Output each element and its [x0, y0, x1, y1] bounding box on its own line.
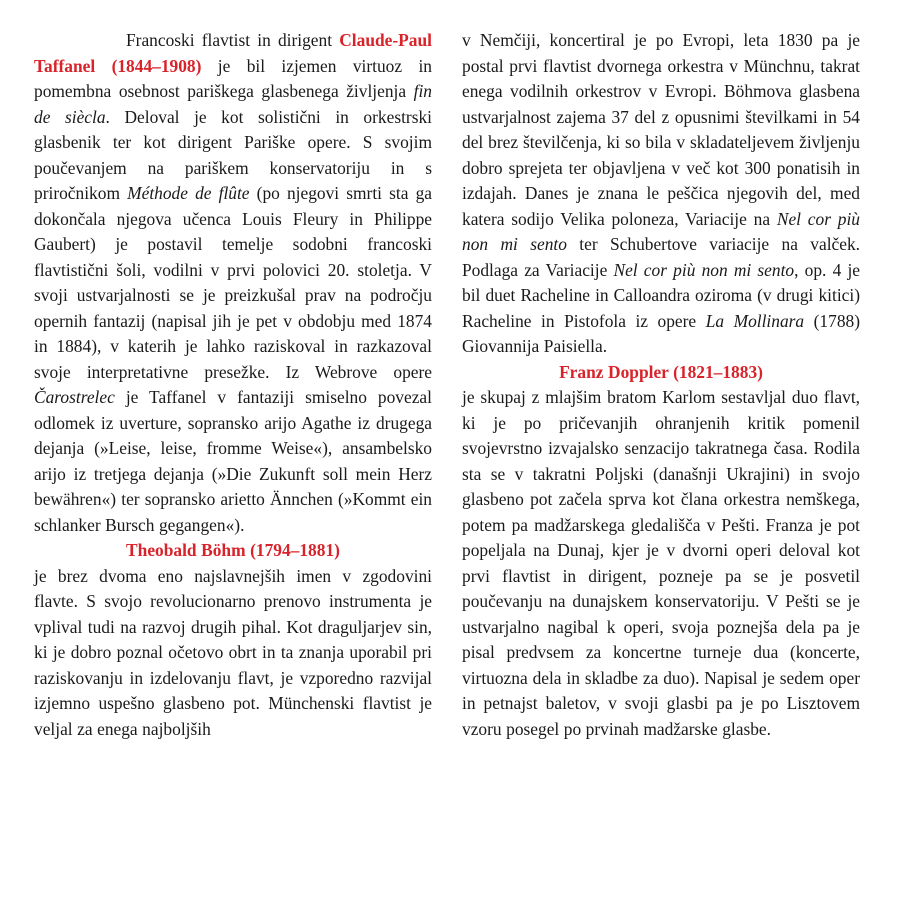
body-text: (1788) Giovannija Paisiella.	[462, 310, 860, 356]
paragraph-bohm	[34, 538, 432, 742]
paragraph-bohm-continued	[462, 28, 860, 360]
italic-text: Méthode de flûte	[127, 183, 250, 203]
body-text: (po njegovi smrti sta ga dokončala njegova učenca Louis Fleury in Philippe Gaubert) je postavil temelje sodobni francoski flavtistični šoli, vodilni v prvi polovici 20. stoletja. V svoji ustvarjalnosti se je preizkušal prav na področju opernih fantazij (napisal jih je pet v obdobju med 1874 in 1884), v katerih je lahko raziskoval in razkazoval svoje interpretativne presežke. Iz Webrove opere	[34, 183, 432, 382]
body-text: je bil izjemen virtuoz in pomembna osebnost pariškega glasbenega življenja	[34, 55, 432, 101]
italic-text: Čarostrelec	[34, 387, 115, 407]
body-text: Francoski flavtist in dirigent	[126, 30, 340, 50]
body-text: . Deloval je kot solistični in orkestrski glasbenik ter kot dirigent Pariške opere. S svojim poučevanjem na pariškem konservatoriju in s priročnikom	[34, 106, 433, 203]
section-heading: Franz Doppler (1821–1883)	[559, 361, 763, 382]
paragraph-taffanel	[34, 28, 432, 538]
body-text: , op. 4 je bil duet Racheline in Calloandra oziroma (v drugi kitici) Racheline in Pistofola iz opere	[462, 259, 860, 331]
person-name: Claude-Paul Taffanel (1844–1908)	[34, 30, 432, 76]
body-text: ter Schubertove variacije na valček. Podlaga za Variacije	[462, 234, 861, 280]
body-text: v Nemčiji, koncertiral je po Evropi, leta 1830 pa je postal prvi flavtist dvornega orkestra v Münchnu, takrat enega vodilnih orkestrov v Evropi. Böhmova glasbena ustvarjalnost zajema 37 del z opusnimi številkami in 54 del brez številčenja, ki so bila v skladateljevem življenju dobro sprejeta ter objavljena v več kot 300 ponatisih in izdajah. Danes je znana le peščica njegovih del, med katera sodijo Velika poloneza, Variacije na	[462, 30, 860, 229]
right-column	[462, 28, 860, 880]
left-column	[34, 28, 432, 880]
body-text: je skupaj z mlajšim bratom Karlom sestavljal duo flavt, ki je po pričevanjih ohranjenih kritik pomenil svojevrstno izvajalsko senzacijo takratnega časa. Rodila sta se v takratni Poljski (današnji Ukrajini) in svojo glasbeno pot začela sprva kot člana orkestra nemškega, potem pa madžarskega gledališča v Pešti. Franza je pot popeljala na Dunaj, kjer je v dvorni operi deloval kot prvi flavtist in dirigent, pozneje pa se je posvetil poučevanju na dunajskem konservatoriju. V Pešti se je ustvarjalno nagibal k operi, svoja poznejša dela pa je pisal predvsem za koncertne turneje dua (koncerte, virtuozna dela in skladbe za duo). Napisal je sedem oper in petnajst baletov, v svoji glasbi pa je po Lisztovem vzoru posegel po prvinah madžarske glasbe.	[462, 387, 860, 739]
italic-text: Nel cor più non mi sento	[613, 259, 795, 280]
body-text: je Taffanel v fantaziji smiselno povezal odlomek iz uverture, sopransko arijo Agathe iz drugega dejanja (»Leise, leise, fromme Weise«), ansambelsko arijo iz tretjega dejanja (»Die Zukunft soll mein Herz bewähren«) ter sopransko arietto Ännchen (»Kommt ein schlanker Bursch gegangen«).	[34, 387, 432, 535]
italic-text: fin de siècla	[34, 81, 432, 127]
italic-text: Nel cor più non mi sento	[462, 208, 860, 254]
italic-text: La Mollinara	[705, 310, 805, 331]
section-heading-line	[462, 360, 860, 386]
paragraph-doppler	[462, 360, 860, 743]
section-heading-line	[34, 538, 432, 564]
body-text: je brez dvoma eno najslavnejših imen v zgodovini flavte. S svojo revolucionarno prenovo instrumenta je vplival tudi na razvoj drugih pihal. Kot draguljarjev sin, ki je dobro poznal očetovo obrt in ta znanja uporabil pri raziskovanju in izdelovanju flavt, je vzporedno razvijal izjemno uspešno glasbeno pot. Münchenski flavtist je veljal za enega najboljših	[34, 565, 432, 739]
section-heading: Theobald Böhm (1794–1881)	[126, 540, 340, 560]
